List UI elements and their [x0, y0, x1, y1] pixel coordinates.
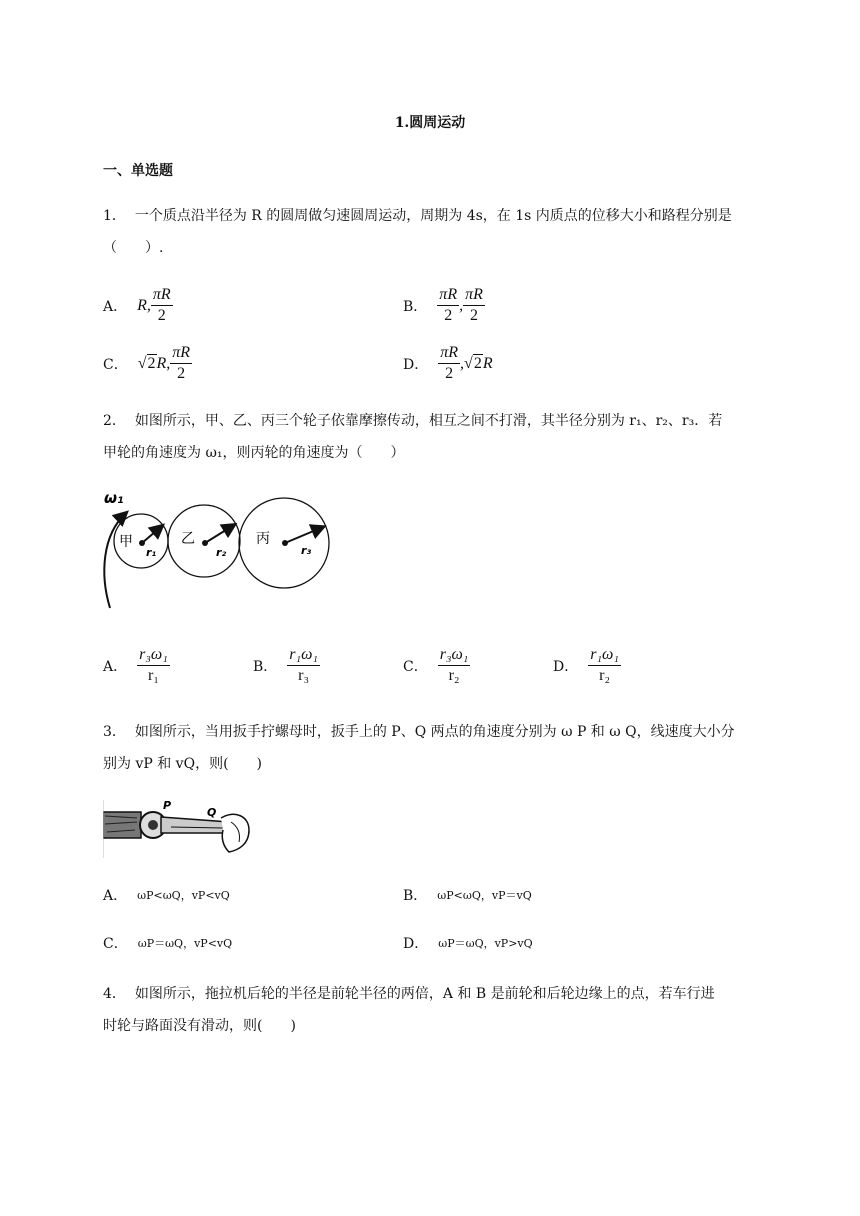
fraction: $\frac{\pi R}{2}$ [439, 286, 458, 324]
q1-text-line1: 一个质点沿半径为 R 的圆周做匀速圆周运动，周期为 4s，在 1s 内质点的位移大小和路程分别是 [134, 208, 732, 224]
omega-label: ω₁ [104, 489, 124, 507]
question-1 [103, 200, 763, 264]
question-4 [103, 978, 763, 1042]
hand-icon [221, 814, 249, 852]
question-3 [103, 716, 763, 780]
q2-option-d[interactable]: D． $\frac{\text{r₁ω₁}}{\text{r₂}}$ [553, 646, 619, 684]
fraction: $\frac{\text{r₃ω₁}}{\text{r₂}}$ [439, 646, 469, 684]
q1-number: 1． [103, 208, 126, 224]
svg-text:r₃: r₃ [301, 544, 312, 557]
fraction: $\frac{\pi R}{2}$ [172, 344, 191, 382]
fraction: $\frac{\text{r₁ω₁}}{\text{r₃}}$ [289, 646, 318, 684]
q4-text-line1: 如图所示，拖拉机后轮的半径是前轮半径的两倍，A 和 B 是前轮和后轮边缘上的点，若车行进 [134, 986, 715, 1002]
radius-arrow-2 [205, 525, 234, 543]
q4-text-line2: 时轮与路面没有滑动，则( ) [103, 1018, 296, 1034]
wrench-handle [161, 817, 229, 833]
q3-number: 3． [103, 724, 126, 740]
q3-option-a[interactable]: A． ωP<ωQ，vP<vQ [103, 888, 230, 904]
section-heading: 一、单选题 [103, 163, 173, 179]
q2-option-b[interactable]: B． $\frac{\text{r₁ω₁}}{\text{r₃}}$ [253, 646, 318, 684]
q1-text-line2: （ ）. [103, 240, 164, 256]
q2-option-a[interactable]: A． $\frac{\text{r₃ω₁}}{\text{r₁}}$ [103, 646, 168, 684]
fraction: $\frac{\pi R}{2}$ [440, 344, 459, 382]
q3-option-d[interactable]: D． ωP＝ωQ，vP>vQ [403, 936, 533, 952]
q1-option-b[interactable]: B． $\frac{\pi R}{2}$ , $\frac{\pi R}{2}$ [403, 286, 483, 324]
wheel-label-yi: 乙 [181, 531, 195, 547]
radius-arrow-3 [285, 527, 323, 543]
q3-wrench-figure [103, 800, 253, 860]
fraction: $\frac{\text{r₁ω₁}}{\text{r₂}}$ [590, 646, 619, 684]
q1-option-d[interactable]: D． $\frac{\pi R}{2}$ , √ 2 R [403, 344, 493, 382]
q2-wheels-figure [98, 485, 338, 610]
fraction: $\frac{\pi R}{2}$ [152, 286, 171, 324]
point-q-label: Q [207, 806, 217, 819]
q2-text-line1: 如图所示，甲、乙、丙三个轮子依靠摩擦传动，相互之间不打滑，其半径分别为 r₁、r₂、r₃．若 [134, 413, 723, 429]
question-2 [103, 405, 763, 469]
wheel-label-bing: 丙 [256, 531, 270, 547]
wheel-label-jia: 甲 [119, 534, 133, 550]
q4-number: 4． [103, 986, 126, 1002]
svg-text:r₂: r₂ [216, 546, 227, 559]
sqrt-symbol: √ 2 [464, 355, 482, 372]
q2-number: 2． [103, 413, 126, 429]
q3-option-c[interactable]: C． ωP＝ωQ，vP<vQ [103, 936, 233, 952]
q2-option-c[interactable]: C． $\frac{\text{r₃ω₁}}{\text{r₂}}$ [403, 646, 469, 684]
q3-text-line2: 别为 vP 和 vQ，则( ) [103, 756, 262, 772]
page-title: 1.圆周运动 [394, 115, 466, 131]
q3-text-line1: 如图所示，当用扳手拧螺母时，扳手上的 P、Q 两点的角速度分别为 ω P 和 ω Q，线速度大小分 [134, 724, 735, 740]
radius-arrow-1 [142, 526, 162, 543]
sqrt-symbol: √ 2 [137, 355, 156, 372]
fraction: $\frac{\pi R}{2}$ [465, 286, 483, 324]
q3-option-b[interactable]: B． ωP<ωQ，vP＝vQ [403, 888, 532, 904]
q1-option-c[interactable]: C． √ 2 R, $\frac{\pi R}{2}$ [103, 344, 191, 382]
q1-option-a[interactable]: A． R, $\frac{\pi R}{2}$ [103, 286, 171, 324]
point-p-label: P [163, 800, 172, 812]
q2-text-line2: 甲轮的角速度为 ω₁，则丙轮的角速度为（ ） [103, 445, 405, 461]
fraction: $\frac{\text{r₃ω₁}}{\text{r₁}}$ [139, 646, 168, 684]
svg-text:r₁: r₁ [146, 546, 157, 559]
